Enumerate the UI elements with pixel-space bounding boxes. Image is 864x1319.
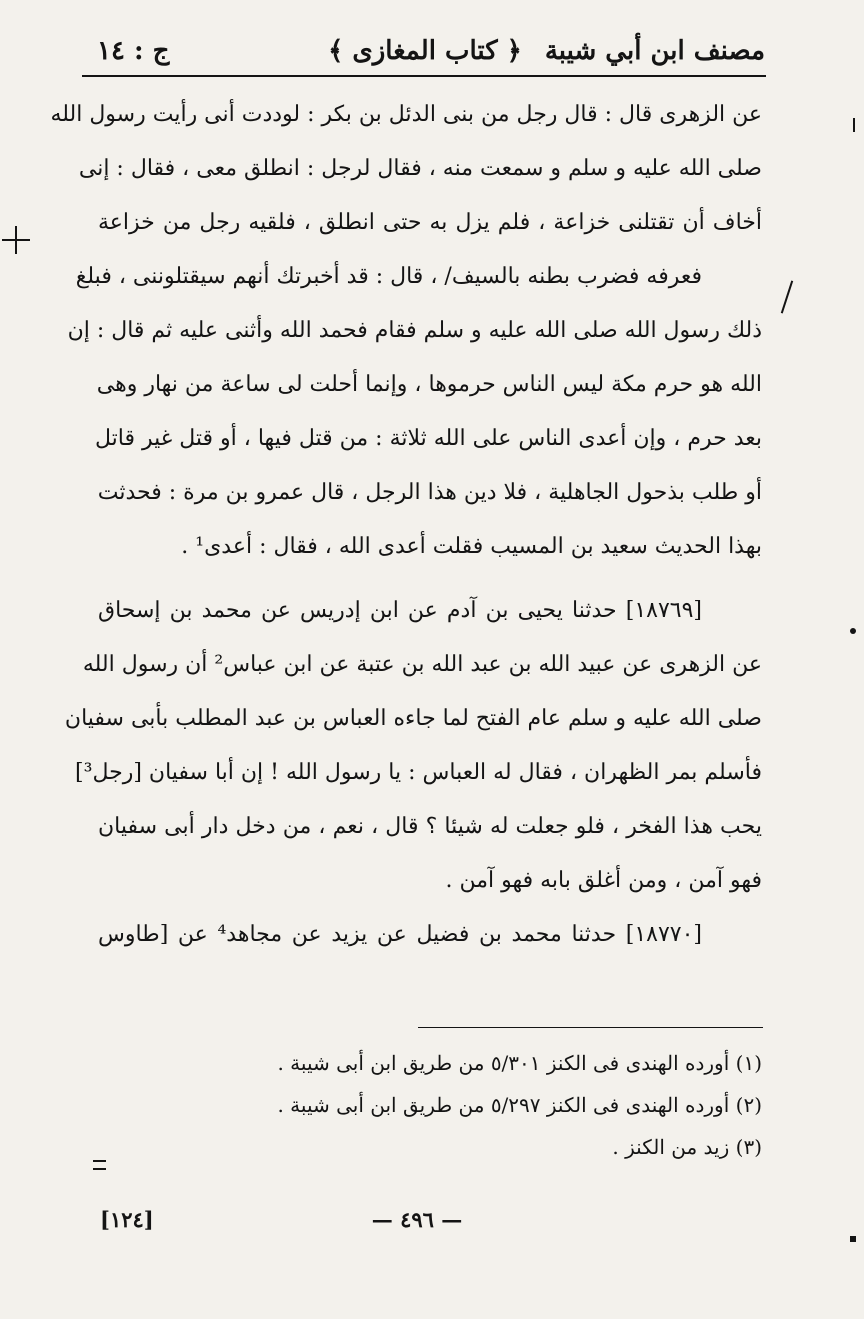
main-text (50, 88, 762, 962)
text-line: يحب هذا الفخر ، فلو جعلت له شيئا ؟ قال ، نعم ، من دخل دار أبى سفيان (98, 814, 762, 839)
hadith-18770-heading: [١٨٧٧٠] حدثنا محمد بن فضيل عن يزيد عن مجاهد⁴ عن [طاوس (98, 922, 702, 947)
text-line: بعد حرم ، وإن أعدى الناس على الله ثلاثة : من قتل فيها ، أو قتل غير قاتل (94, 426, 762, 451)
margin-dot-mark (850, 1236, 856, 1242)
volume-page-mark: [١٢٤] (100, 1207, 154, 1232)
double-rule-mark (93, 1160, 106, 1170)
header-rule (82, 75, 766, 77)
book-title: مصنف ابن أبي شيبة (544, 36, 765, 66)
footnote-1: (١) أورده الهندى فى الكنز ٥/٣٠١ من طريق ابن أبى شيبة . (277, 1051, 762, 1075)
text-line: أو طلب بذحول الجاهلية ، فلا دين هذا الرجل ، قال عمرو بن مرة : فحدثت (97, 480, 762, 505)
text-line: فهو آمن ، ومن أغلق بابه فهو آمن . (445, 868, 762, 893)
text-line: أخاف أن تقتلنى خزاعة ، فلم يزل به حتى انطلق ، فلقيه رجل من خزاعة (98, 210, 762, 235)
text-line: عن الزهرى قال : قال رجل من بنى الدئل بن بكر : لوددت أنى رأيت رسول الله (50, 102, 762, 127)
text-line: فعرفه فضرب بطنه بالسيف/ ، قال : قد أخبرتك أنهم سيقتلوننى ، فبلغ (75, 264, 702, 289)
text-line: صلى الله عليه و سلم و سمعت منه ، فقال لرجل : انطلق معى ، فقال : إنى (78, 156, 762, 181)
text-line: ذلك رسول الله صلى الله عليه و سلم فقام فحمد الله وأثنى عليه ثم قال : إن (67, 318, 762, 343)
footnote-3: (٣) زيد من الكنز . (612, 1135, 762, 1159)
margin-dot-mark (850, 628, 856, 634)
page-number: — ٤٩٦ — (371, 1207, 463, 1232)
chapter-title: ﴿ كتاب المغازى ﴾ (328, 36, 522, 66)
text-line: بهذا الحديث سعيد بن المسيب فقلت أعدى الله ، فقال : أعدى¹ . (181, 534, 762, 559)
text-line: الله هو حرم مكة ليس الناس حرموها ، وإنما أحلت لى ساعة من نهار وهى (96, 372, 762, 397)
margin-cross-mark (2, 226, 30, 254)
margin-slash-mark (781, 281, 793, 314)
text-line: فأسلم بمر الظهران ، فقال له العباس : يا رسول الله ! إن أبا سفيان [رجل³] (75, 760, 762, 785)
hadith-18769-heading: [١٨٧٦٩] حدثنا يحيى بن آدم عن ابن إدريس عن محمد بن إسحاق (98, 598, 702, 623)
text-line: عن الزهرى عن عبيد الله بن عبد الله بن عتبة عن ابن عباس² أن رسول الله (82, 652, 762, 677)
text-line: صلى الله عليه و سلم عام الفتح لما جاءه العباس بن عبد المطلب بأبى سفيان (64, 706, 762, 731)
footnotes (98, 1042, 762, 1168)
footnote-rule (418, 1027, 763, 1028)
volume-number: ج : ١٤ (97, 36, 170, 66)
running-header (85, 30, 765, 72)
margin-tick-mark (853, 118, 855, 132)
footnote-2: (٢) أورده الهندى فى الكنز ٥/٢٩٧ من طريق ابن أبى شيبة . (277, 1093, 762, 1117)
